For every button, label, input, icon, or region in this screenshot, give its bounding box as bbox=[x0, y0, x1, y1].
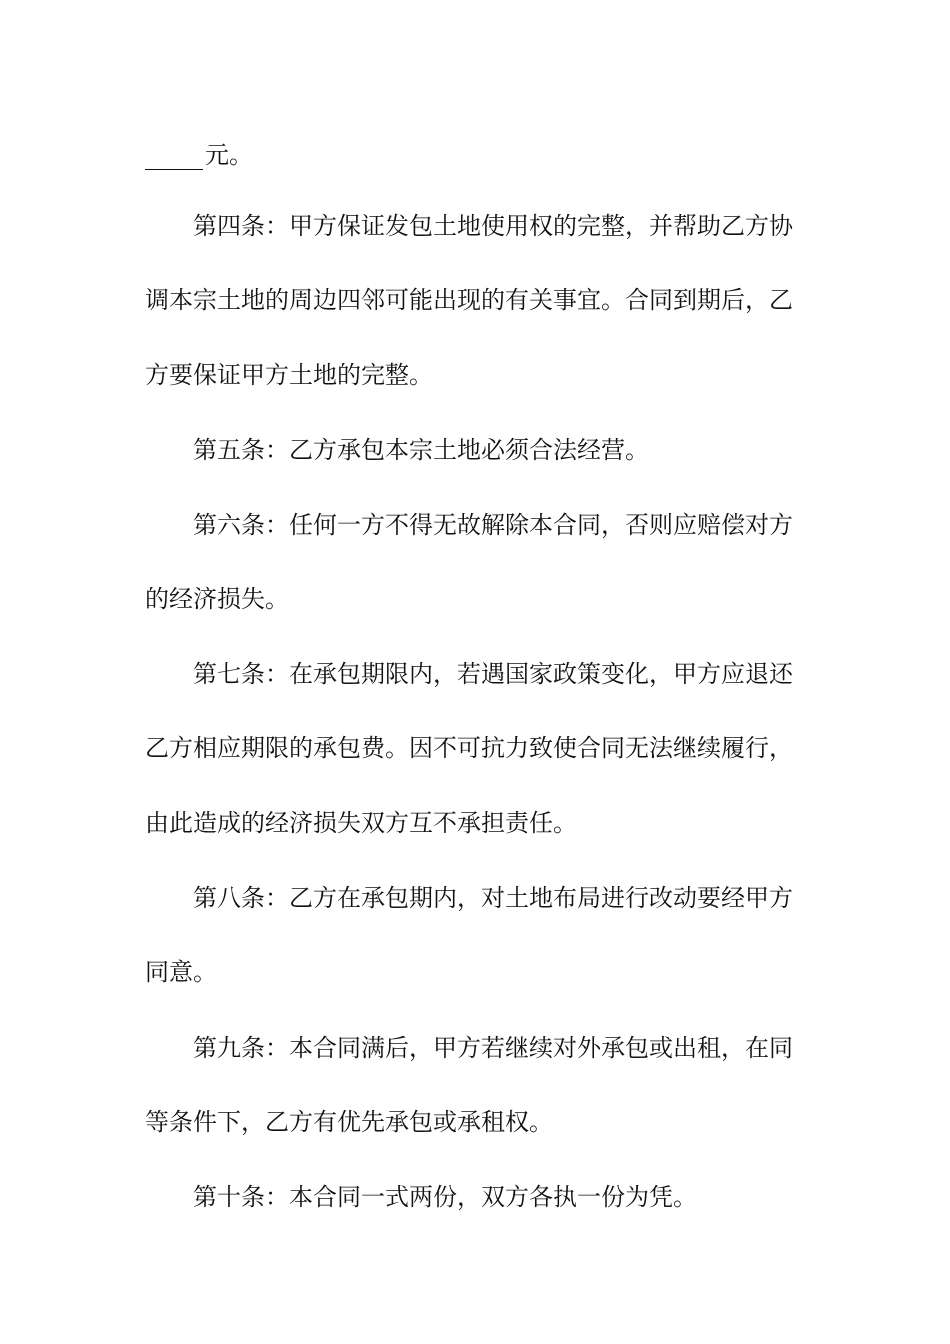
fee-amount-unit: 元。 bbox=[205, 141, 253, 169]
article-6-line-1: 第六条：任何一方不得无故解除本合同，否则应赔偿对方 bbox=[193, 511, 793, 539]
article-6-line-2: 的经济损失。 bbox=[145, 585, 289, 613]
article-4-line-3: 方要保证甲方土地的完整。 bbox=[145, 361, 433, 389]
article-7-line-1: 第七条：在承包期限内，若遇国家政策变化，甲方应退还 bbox=[193, 660, 793, 688]
article-8-line-1: 第八条：乙方在承包期内，对土地布局进行改动要经甲方 bbox=[193, 884, 793, 912]
fee-amount-line bbox=[145, 140, 253, 170]
article-7-line-3: 由此造成的经济损失双方互不承担责任。 bbox=[145, 809, 577, 837]
article-10-line-1: 第十条：本合同一式两份，双方各执一份为凭。 bbox=[193, 1183, 697, 1211]
article-5-line-1: 第五条：乙方承包本宗土地必须合法经营。 bbox=[193, 436, 649, 464]
article-8-line-2: 同意。 bbox=[145, 958, 217, 986]
article-4-line-1: 第四条：甲方保证发包土地使用权的完整，并帮助乙方协 bbox=[193, 212, 793, 240]
article-9-line-2: 等条件下，乙方有优先承包或承租权。 bbox=[145, 1108, 553, 1136]
article-7-line-2: 乙方相应期限的承包费。因不可抗力致使合同无法继续履行， bbox=[145, 734, 793, 762]
amount-blank bbox=[145, 147, 203, 170]
article-9-line-1: 第九条：本合同满后，甲方若继续对外承包或出租，在同 bbox=[193, 1034, 793, 1062]
article-4-line-2: 调本宗土地的周边四邻可能出现的有关事宜。合同到期后，乙 bbox=[145, 286, 793, 314]
